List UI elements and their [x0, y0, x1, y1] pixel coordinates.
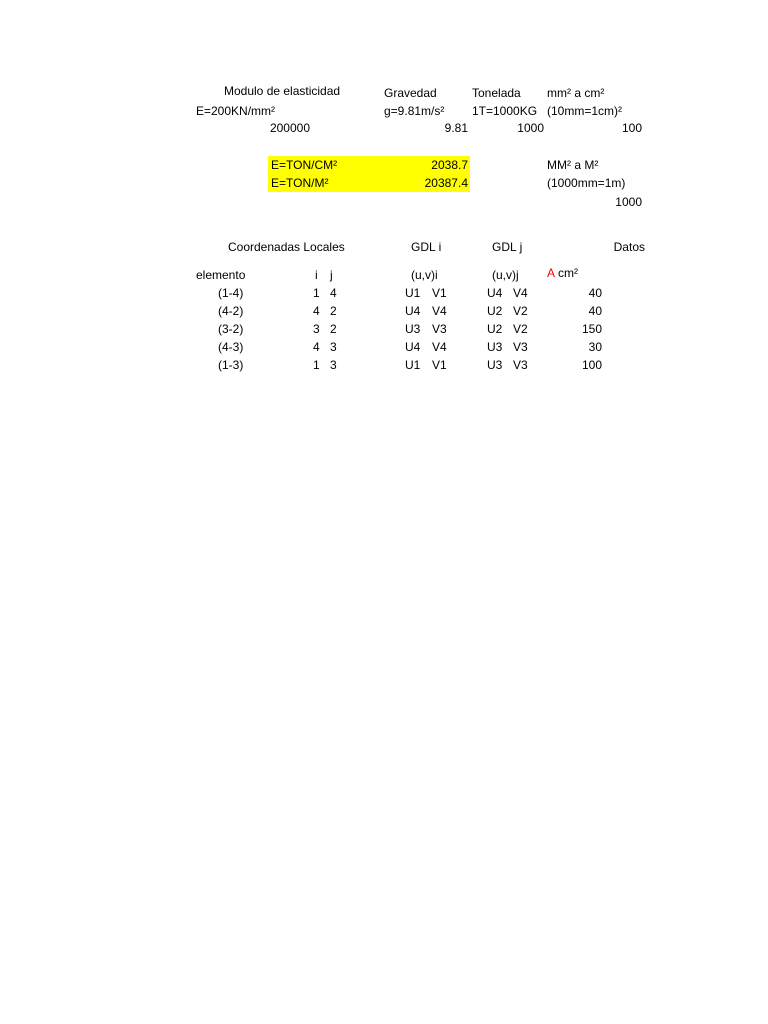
cell-elemento: (4-2) — [218, 304, 244, 318]
datos-header: Datos — [613, 240, 645, 254]
cell-elemento: (1-3) — [218, 358, 244, 372]
cell-vi: V4 — [432, 340, 447, 354]
cell-i: 1 — [313, 286, 320, 300]
cell-vj: V3 — [513, 358, 528, 372]
cell-ui: U4 — [405, 304, 421, 318]
col-uv-i: (u,v)i — [411, 268, 438, 282]
cell-uj: U4 — [487, 286, 503, 300]
modulo-title: Modulo de elasticidad — [224, 84, 341, 98]
cell-uj: U3 — [487, 340, 503, 354]
modulo-formula: E=200KN/mm² — [196, 104, 276, 118]
gdl-i-header: GDL i — [411, 240, 442, 254]
cell-vj: V2 — [513, 304, 528, 318]
gdl-j-header: GDL j — [492, 240, 523, 254]
gravedad-title: Gravedad — [384, 86, 437, 100]
mm2cm-value: 100 — [621, 121, 642, 135]
e-ton-cm2-value: 2038.7 — [431, 158, 468, 172]
cell-vi: V4 — [432, 304, 447, 318]
cell-vi: V1 — [432, 286, 447, 300]
cell-area: 150 — [581, 322, 602, 336]
cell-area: 30 — [588, 340, 602, 354]
mm2cm-formula: (10mm=1cm)² — [547, 104, 623, 118]
cell-area: 100 — [581, 358, 602, 372]
mm2m-title: MM² a M² — [547, 158, 599, 172]
cell-vj: V4 — [513, 286, 528, 300]
mm2m-value: 1000 — [615, 195, 642, 209]
cell-uj: U3 — [487, 358, 503, 372]
cell-vi: V3 — [432, 322, 447, 336]
cell-i: 3 — [313, 322, 320, 336]
coords-locales-header: Coordenadas Locales — [228, 240, 345, 254]
tonelada-title: Tonelada — [472, 86, 521, 100]
cell-uj: U2 — [487, 304, 503, 318]
cell-elemento: (3-2) — [218, 322, 244, 336]
cell-ui: U1 — [405, 358, 421, 372]
cell-ui: U1 — [405, 286, 421, 300]
tonelada-formula: 1T=1000KG — [472, 104, 538, 118]
cell-j: 2 — [330, 304, 337, 318]
gravedad-formula: g=9.81m/s² — [384, 104, 445, 118]
col-area-unit: cm² — [558, 266, 578, 280]
e-ton-m2-label: E=TON/M² — [271, 176, 329, 190]
e-ton-cm2-label: E=TON/CM² — [271, 158, 338, 172]
cell-vj: V3 — [513, 340, 528, 354]
cell-j: 4 — [330, 286, 337, 300]
cell-vi: V1 — [432, 358, 447, 372]
cell-elemento: (1-4) — [218, 286, 244, 300]
cell-vj: V2 — [513, 322, 528, 336]
mm2m-formula: (1000mm=1m) — [547, 176, 626, 190]
cell-j: 2 — [330, 322, 337, 336]
cell-i: 1 — [313, 358, 320, 372]
cell-i: 4 — [313, 304, 320, 318]
col-area-symbol: A — [547, 266, 556, 280]
cell-uj: U2 — [487, 322, 503, 336]
modulo-value: 200000 — [269, 121, 310, 135]
e-ton-m2-value: 20387.4 — [424, 176, 468, 190]
cell-i: 4 — [313, 340, 320, 354]
mm2cm-title: mm² a cm² — [547, 86, 605, 100]
cell-area: 40 — [588, 304, 602, 318]
cell-elemento: (4-3) — [218, 340, 244, 354]
col-uv-j: (u,v)j — [492, 268, 519, 282]
gravedad-value: 9.81 — [444, 121, 468, 135]
cell-area: 40 — [588, 286, 602, 300]
col-j: j — [330, 268, 333, 282]
col-i: i — [315, 268, 318, 282]
col-elemento: elemento — [196, 268, 246, 282]
tonelada-value: 1000 — [517, 121, 544, 135]
cell-ui: U4 — [405, 340, 421, 354]
cell-j: 3 — [330, 358, 337, 372]
cell-ui: U3 — [405, 322, 421, 336]
cell-j: 3 — [330, 340, 337, 354]
